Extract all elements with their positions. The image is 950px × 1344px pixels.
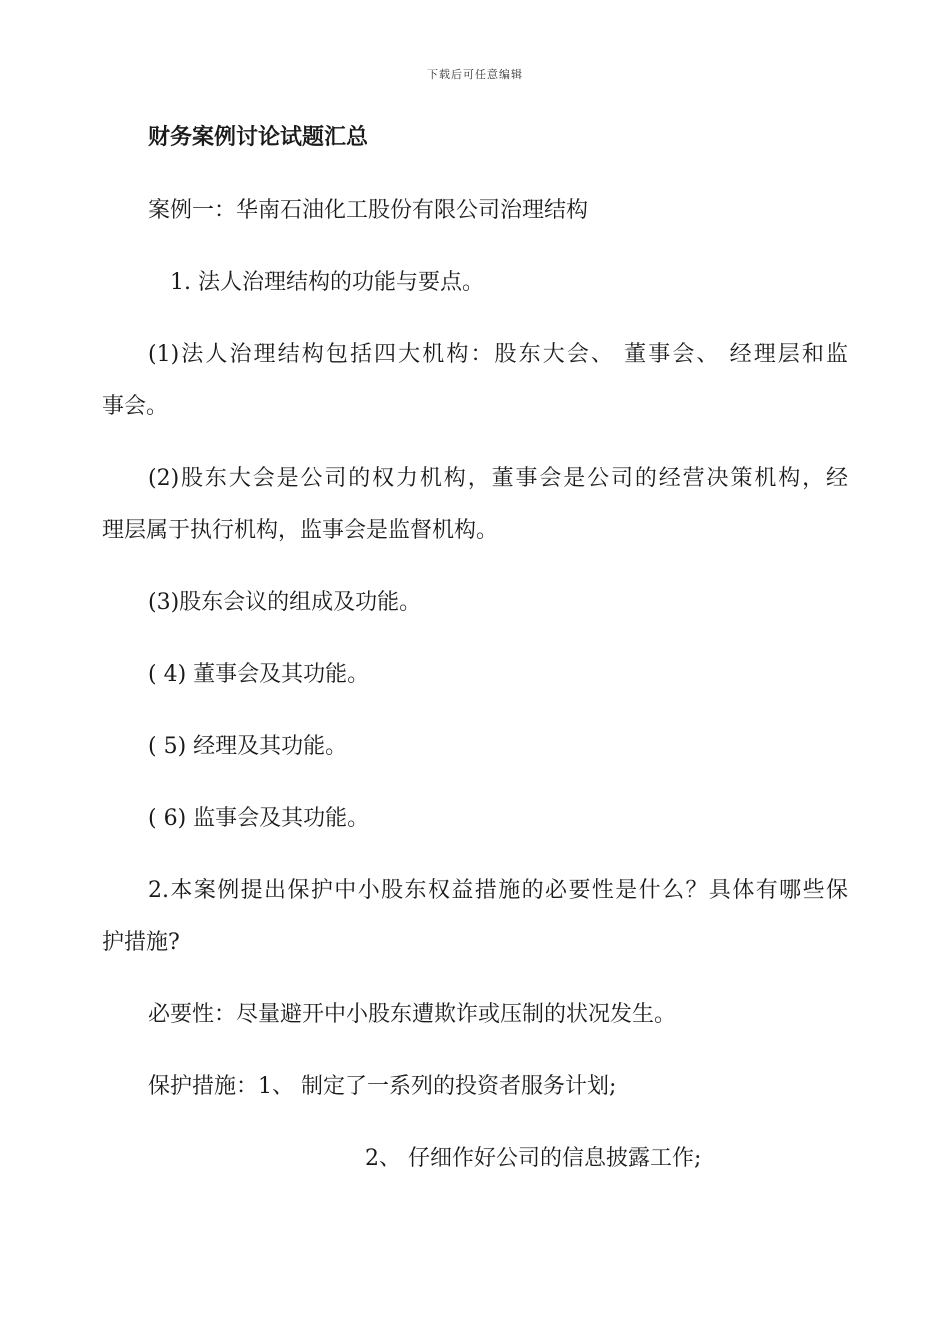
document-title: 财务案例讨论试题汇总 — [148, 125, 369, 150]
measure-2: 2、 仔细作好公司的信息披露工作; — [365, 1146, 702, 1171]
paragraph-5: ( 5) 经理及其功能。 — [148, 734, 348, 759]
question-1: 1. 法人治理结构的功能与要点。 — [170, 270, 484, 295]
paragraph-4: ( 4) 董事会及其功能。 — [148, 662, 370, 687]
necessity-statement: 必要性：尽量避开中小股东遭欺诈或压制的状况发生。 — [148, 1002, 677, 1027]
page-header-note: 下载后可任意编辑 — [427, 68, 523, 81]
paragraph-3: (3)股东会议的组成及功能。 — [148, 590, 422, 615]
measure-1: 保护措施：1、 制定了一系列的投资者服务计划; — [148, 1074, 617, 1099]
paragraph-2-line-2: 理层属于执行机构，监事会是监督机构。 — [102, 518, 499, 543]
paragraph-1-line-1: (1)法人治理结构包括四大机构：股东大会、 董事会、 经理层和监 — [148, 342, 848, 367]
paragraph-1-line-2: 事会。 — [102, 394, 169, 419]
case-heading: 案例一：华南石油化工股份有限公司治理结构 — [148, 198, 589, 223]
question-2-line-1: 2.本案例提出保护中小股东权益措施的必要性是什么？具体有哪些保 — [148, 878, 848, 903]
paragraph-6: ( 6) 监事会及其功能。 — [148, 806, 370, 831]
paragraph-2-line-1: (2)股东大会是公司的权力机构，董事会是公司的经营决策机构，经 — [148, 466, 848, 491]
question-2-line-2: 护措施? — [102, 930, 180, 955]
